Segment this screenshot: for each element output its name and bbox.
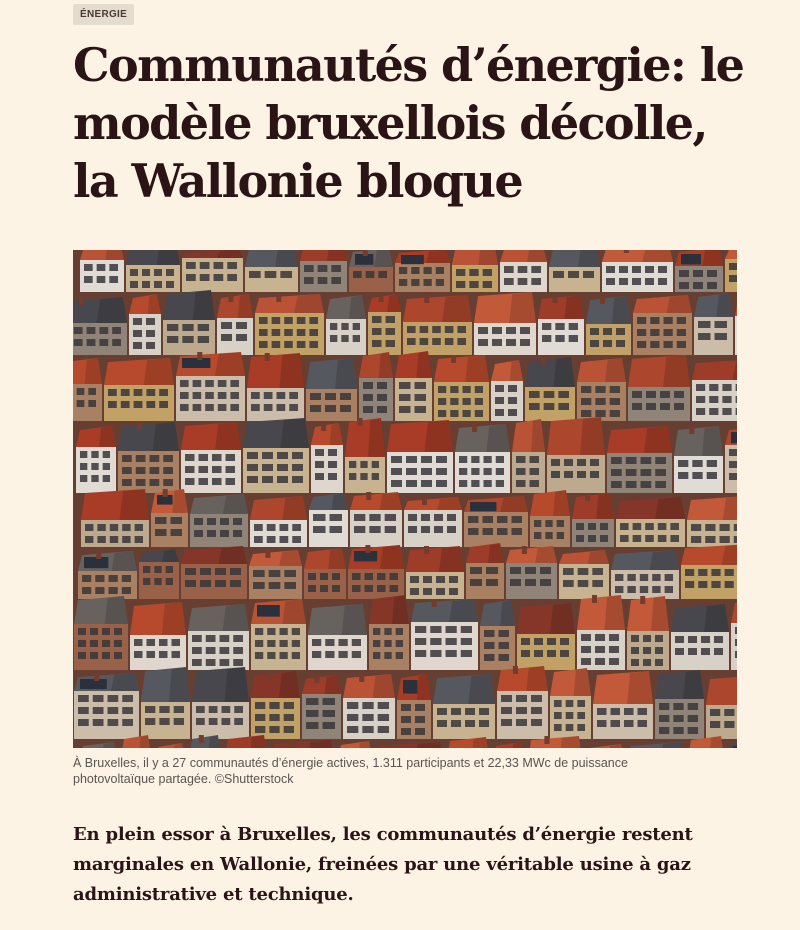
photo-overlay <box>73 250 737 748</box>
aerial-rooftops-image <box>73 250 737 748</box>
category-tag[interactable]: ÉNERGIE <box>73 4 134 25</box>
article-headline: Communautés d’énergie: le modèle bruxellois décolle, la Wallonie bloque <box>73 38 744 208</box>
article-lead: En plein essor à Bruxelles, les communautés d’énergie restent marginales en Wallonie, freinées par une véritable usine à gaz administrative et technique. <box>73 824 693 905</box>
photo-caption: À Bruxelles, il y a 27 communautés d’énergie actives, 1.311 participants et 22,33 MWc de puissance photovoltaïque partagée. ©Shutterstock <box>73 756 628 786</box>
article-photo <box>73 250 737 748</box>
